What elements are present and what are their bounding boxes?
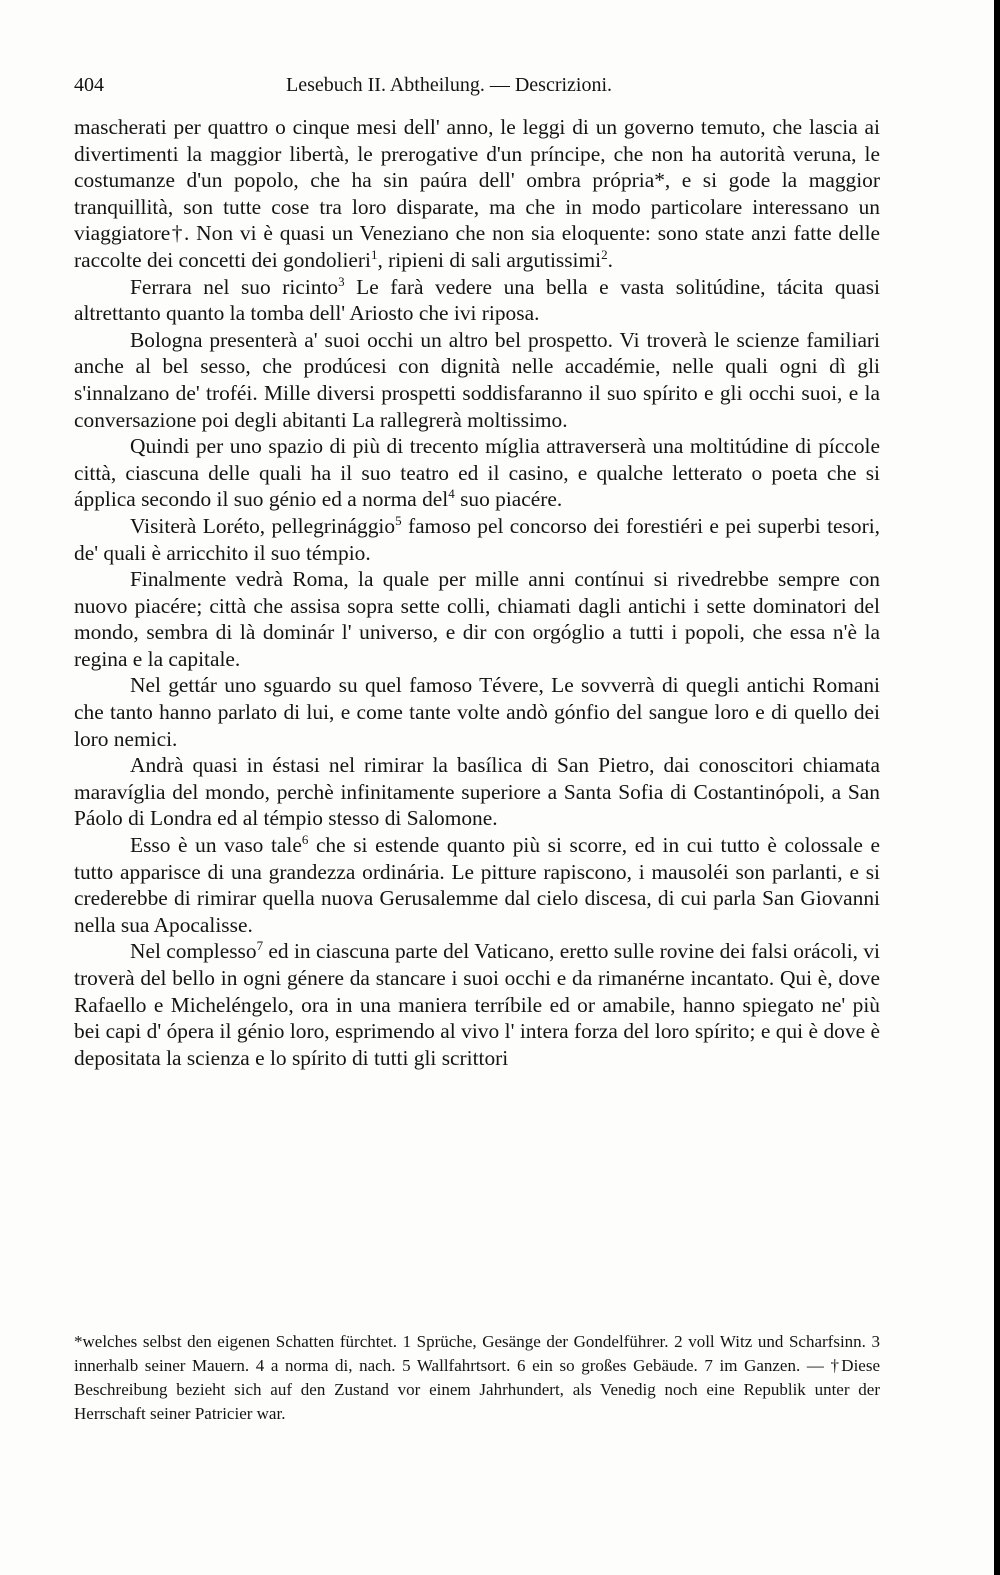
footnote-6: 6 ein so großes Gebäude. (517, 1356, 698, 1375)
paragraph-vatican: Nel complesso$^7$ ed in ciascuna parte del Vaticano, eretto sulle rovine dei falsi orácoli, vi troverà del bello in ogni génere da stancare i suoi occhi e da rimanérne incantato. Qui è, dove Rafaello e Micheléngelo, ora in una maniera terríbile ed or amabile, hanno spiegato ne' più bei capi d' ópera il génio loro, esprimendo al vivo l' intera forza del loro spírito; e qui è dove è depositata la scienza e lo spírito di tutti gli scrittori (74, 938, 880, 1070)
footnote-ref-6: 6 (301, 831, 309, 847)
footnote-4: 4 a norma di, nach. (255, 1356, 396, 1375)
footnote-2: 2 voll Witz und Scharfsinn. (674, 1332, 866, 1351)
page-header (74, 74, 884, 104)
footnote-ref-3: 3 (338, 273, 345, 289)
footnote-ref-4: 4 (448, 486, 455, 502)
footnote-ref-7: 7 (256, 938, 264, 954)
paragraph-small-cities: Quindi per uno spazio di più di trecento míglia attraverserà una moltitúdine di píccole città, ciascuna delle quali ha il suo teatro ed il casino, e qualche letterato o poeta che si ápplica secondo il suo génio ed a norma del$^4$ suo piacére. (74, 434, 880, 512)
page-number: 404 (74, 74, 104, 96)
footnote-5: 5 Wallfahrtsort. (402, 1356, 511, 1375)
paragraph-tiber: Nel gettár uno sguardo su quel famoso Tévere, Le sovverrà di quegli antichi Romani che tanto hanno parlato di lui, e come tante volte andò gónfio del sangue loro e di quello dei loro nemici. (74, 673, 880, 751)
footnote-7: 7 im Ganzen. (704, 1356, 801, 1375)
footnote-ref-2: 2 (601, 246, 608, 262)
paragraph-rome: Finalmente vedrà Roma, la quale per mille anni contínui si rivedrebbe sempre con nuovo piacére; città che assisa sopra sette colli, chiamati dagli antichi i sette dominatori del mondo, sembra di là dominár l' universo, e dir con orgóglio a tutti i popoli, che essa n'è la regina e la capitale. (74, 567, 880, 671)
paragraph-colossal: Esso è un vaso tale$^6$ che si estende quanto più si scorre, ed in cui tutto è colossale e tutto apparisce di una grandezza ordinária. Le pitture rapiscono, i mausoléi son parlanti, e si crederebbe di rimirar quella nuova Gerusalemme dal cielo discesa, di cui parla San Giovanni nella sua Apocalisse. (74, 831, 880, 937)
paragraph-st-peter: Andrà quasi in éstasi nel rimirar la basílica di San Pietro, dai conoscitori chiamata maravíglia del mondo, perchè infinitamente superiore a Santa Sofia di Costantinópoli, a San Páolo di Londra ed al témpio stesso di Salomone. (74, 753, 880, 831)
paragraph-venice: mascherati per quattro o cinque mesi dell' anno, le leggi di un governo temuto, che lascia ai divertimenti la maggior libertà, le prerogative d'un príncipe, che non ha autorità veruna, le costumanze d'un popolo, che ha sin paúra dell' ombra própria*, e si gode la maggior tranquillità, son tutte cose tra loro disparate, ma che in modo particolare interessano un viaggiatore†. Non vi è quasi un Veneziano che non sia eloquente: sono state anzi fatte delle raccolte dei concetti dei gondolieri$^1$, ripieni di sali argutissimi$^2$. (74, 115, 880, 272)
footnotes (74, 1330, 880, 1426)
paragraph-loreto: Visiterà Loréto, pellegrinággio$^5$ famoso pel concorso dei forestiéri e pei superbi tesori, de' quali è arricchito il suo témpio. (74, 512, 880, 565)
main-text (74, 114, 880, 1071)
footnote-1: 1 Sprüche, Gesänge der Gondelführer. (402, 1332, 669, 1351)
footnote-3: 3 innerhalb seiner Mauern. (74, 1332, 881, 1375)
paragraph-bologna: Bologna presenterà a' suoi occhi un altro bel prospetto. Vi troverà le scienze familiari anche al bel sesso, che prodúcesi con dignità nelle accadémie, nelle quali ogni dì gli s'innalzano de' troféi. Mille diversi prospetti soddisfaranno il suo spírito e gli occhi suoi, e la conversazione poi degli abitanti La rallegrerà moltissimo. (74, 327, 880, 432)
footnote-star: *welches selbst den eigenen Schatten fürchtet. (74, 1332, 397, 1351)
footnote-block (74, 1330, 880, 1426)
running-head: Lesebuch II. Abtheilung. — Descrizioni. (286, 74, 613, 96)
paragraph-ferrara: Ferrara nel suo ricinto$^3$ Le farà vedere una bella e vasta solitúdine, tácita quasi altrettanto quanto la tomba dell' Ariosto che ivi riposa. (74, 273, 880, 326)
footnote-ref-5: 5 (395, 512, 402, 528)
footnote-dagger: — †Diese Beschreibung bezieht sich auf den Zustand vor einem Jahrhundert, als Venedig noch eine Republik unter der Herrschaft seiner Patricier war. (74, 1356, 881, 1423)
footnote-ref-1: 1 (370, 246, 378, 262)
